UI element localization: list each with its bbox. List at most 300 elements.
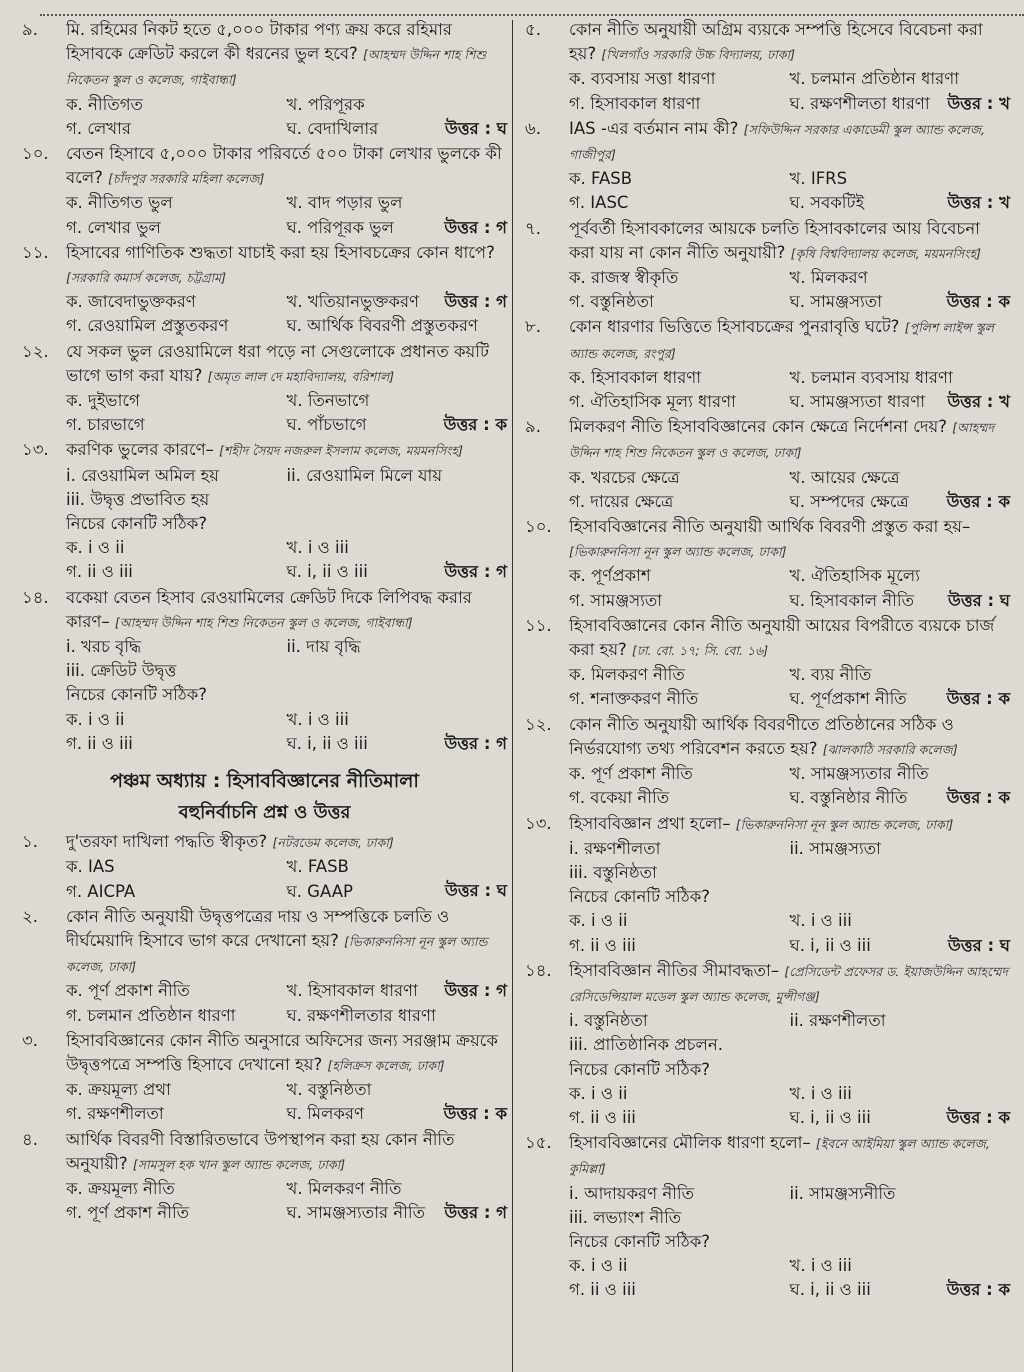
answer-label: উত্তর : bbox=[444, 981, 491, 1001]
answer bbox=[444, 1201, 507, 1225]
option bbox=[66, 1102, 287, 1126]
option-text: ঘ. পূর্ণপ্রকাশ নীতি bbox=[789, 689, 907, 709]
option bbox=[569, 934, 790, 958]
option bbox=[66, 880, 287, 904]
question-item bbox=[22, 830, 507, 904]
statement: i. বস্তুনিষ্ঠতা bbox=[569, 1011, 648, 1031]
answer-value: খ bbox=[999, 392, 1010, 412]
answer-value: ক bbox=[495, 1104, 507, 1124]
statement: ii. দায় বৃদ্ধি bbox=[286, 637, 361, 657]
option-text: গ. রেওয়ামিল প্রস্তুতকরণ bbox=[66, 316, 229, 336]
question-number: ৬. bbox=[525, 118, 541, 138]
question-text: আর্থিক বিবরণী বিস্তারিতভাবে উপস্থাপন করা হয় কোন নীতি অনুযায়ী? bbox=[66, 1129, 455, 1173]
question-stem bbox=[66, 1128, 507, 1177]
option bbox=[790, 909, 1011, 933]
answer-label: উত্তর : bbox=[946, 788, 993, 808]
option-text: খ. i ও iii bbox=[789, 911, 852, 931]
answer-label: উত্তর : bbox=[444, 217, 491, 237]
question-source: [সফিউদ্দিন সরকার একাডেমী স্কুল অ্যান্ড কলেজ, গাজীপুর] bbox=[569, 121, 985, 163]
answer bbox=[444, 560, 507, 584]
header-rule bbox=[40, 14, 1024, 16]
question-source: [ঝালকাঠি সরকারি কলেজ] bbox=[822, 741, 958, 757]
question-text: মিলকরণ নীতি হিসাববিজ্ঞানের কোন ক্ষেত্রে নির্দেশনা দেয়? bbox=[569, 417, 947, 437]
option bbox=[569, 1106, 790, 1130]
option-text: ঘ. পরিপূরক ভুল bbox=[286, 217, 394, 237]
option bbox=[66, 560, 287, 584]
statement-list bbox=[66, 635, 507, 683]
option-list bbox=[66, 708, 507, 756]
option bbox=[569, 564, 790, 588]
question-number: ১৪. bbox=[525, 960, 552, 980]
question-stem bbox=[66, 340, 507, 389]
option-list bbox=[66, 855, 507, 903]
answer-value: ঘ bbox=[999, 935, 1010, 955]
option-list bbox=[66, 93, 507, 141]
option-text: খ. খতিয়ানভুক্তকরণ bbox=[286, 292, 420, 312]
question-stem bbox=[569, 614, 1010, 663]
statement: ii. রেওয়ামিল মিলে যায় bbox=[286, 465, 443, 485]
option bbox=[66, 708, 287, 732]
option-text: ঘ. i, ii ও iii bbox=[789, 1280, 871, 1300]
right-column bbox=[525, 18, 1010, 1304]
question-source: [নটরডেম কলেজ, ঢাকা] bbox=[272, 835, 394, 851]
option bbox=[66, 93, 287, 117]
option bbox=[569, 167, 790, 191]
question-text: হিসাববিজ্ঞানের কোন নীতি অনুসারে অফিসের জন্য সরঞ্জাম ক্রয়কে উদ্বৃত্তপত্রে সম্পত্তি হিসাবে দেখানো হয়? bbox=[66, 1030, 498, 1074]
option bbox=[790, 1082, 1011, 1106]
question-item bbox=[22, 241, 507, 339]
question-number: ১. bbox=[22, 832, 38, 852]
question-source: [কৃষি বিশ্ববিদ্যালয় কলেজ, ময়মনসিংহ] bbox=[790, 245, 982, 261]
answer bbox=[947, 390, 1010, 414]
question-text: মি. রহিমের নিকট হতে ৫,০০০ টাকার পণ্য ক্রয় করে রহিমার হিসাবকে ক্রেডিট করলে কী ধরনের ভুল হবে? bbox=[66, 20, 452, 64]
option-text: ক. পূর্ণপ্রকাশ bbox=[569, 566, 651, 586]
statement: iii. বস্তুনিষ্ঠতা bbox=[569, 862, 657, 882]
statement: ii. রক্ষণশীলতা bbox=[789, 1011, 886, 1031]
option bbox=[790, 466, 1011, 490]
option-text: ক. নীতিগত bbox=[66, 94, 143, 114]
option-text: ক. ব্যবসায় সত্তা ধারণা bbox=[569, 69, 716, 89]
option bbox=[790, 67, 1011, 91]
question-text: IAS -এর বর্তমান নাম কী? bbox=[569, 118, 739, 138]
option-text: ক. খরচের ক্ষেত্রে bbox=[569, 467, 680, 487]
question-text: হিসাবের গাণিতিক শুদ্ধতা যাচাই করা হয় হিসাবচক্রের কোন ধাপে? bbox=[66, 242, 495, 262]
option bbox=[287, 536, 508, 560]
question-stem bbox=[569, 1131, 1010, 1181]
option-text: খ. ব্যয় নীতি bbox=[789, 665, 872, 685]
option-list bbox=[66, 290, 507, 338]
statement: iii. উদ্বৃত্ত প্রভাবিত হয় bbox=[66, 489, 210, 509]
option bbox=[287, 191, 508, 215]
option-list bbox=[66, 536, 507, 584]
question-item bbox=[22, 18, 507, 141]
option-text: ঘ. GAAP bbox=[286, 881, 353, 901]
answer-value: ক bbox=[998, 491, 1010, 511]
answer bbox=[444, 732, 507, 756]
answer-value: গ bbox=[496, 217, 507, 237]
answer-value: গ bbox=[496, 981, 507, 1001]
question-item bbox=[22, 1029, 507, 1127]
answer-value: গ bbox=[496, 292, 507, 312]
question-text: হিসাববিজ্ঞান প্রথা হলো– bbox=[569, 813, 731, 833]
answer bbox=[947, 1106, 1010, 1130]
option-list bbox=[569, 466, 1010, 514]
option-text: খ. i ও iii bbox=[789, 1256, 852, 1276]
answer bbox=[947, 490, 1010, 514]
option-list bbox=[569, 663, 1010, 711]
statement-list bbox=[569, 1182, 1010, 1230]
question-prompt: নিচের কোনটি সঠিক? bbox=[569, 1059, 710, 1079]
statement: iii. প্রাতিষ্ঠানিক প্রচলন. bbox=[569, 1035, 723, 1055]
question-text: কোন নীতি অনুযায়ী উদ্বৃত্তপত্রের দায় ও সম্পত্তিকে চলতি ও দীর্ঘমেয়াদি হিসাবে ভাগ করে দেখানো হয়? bbox=[66, 906, 450, 950]
option-text: ঘ. i, ii ও iii bbox=[789, 935, 871, 955]
question-number: ৭. bbox=[525, 218, 541, 238]
answer bbox=[948, 589, 1010, 613]
question-source: [পুলিশ লাইন্স স্কুল অ্যান্ড কলেজ, রংপুর] bbox=[569, 320, 994, 361]
option bbox=[569, 266, 790, 290]
option-text: ক. পূর্ণ প্রকাশ নীতি bbox=[569, 764, 693, 784]
question-stem bbox=[569, 117, 1010, 167]
question-text: করণিক ভুলের কারণে– bbox=[66, 440, 214, 460]
question-number: ১৩. bbox=[22, 440, 49, 460]
question-text: হিসাববিজ্ঞানের নীতি অনুযায়ী আর্থিক বিবরণী প্রস্তুত করা হয়– bbox=[569, 517, 971, 537]
answer-value: খ bbox=[999, 93, 1010, 113]
option bbox=[66, 117, 287, 141]
question-stem bbox=[569, 217, 1010, 266]
question-item bbox=[525, 18, 1010, 116]
answer-value: ঘ bbox=[496, 881, 507, 901]
option-text: খ. হিসাবকাল ধারণা bbox=[286, 981, 418, 1001]
option-text: ঘ. হিসাবকাল নীতি bbox=[789, 590, 914, 610]
option bbox=[66, 1177, 287, 1201]
question-number: ৫. bbox=[525, 20, 541, 39]
option-text: গ. রক্ষণশীলতা bbox=[66, 1104, 164, 1124]
option bbox=[287, 1004, 508, 1028]
option-text: গ. বকেয়া নীতি bbox=[569, 788, 670, 808]
option bbox=[790, 167, 1011, 191]
option-text: খ. FASB bbox=[286, 857, 349, 877]
option-text: ঘ. সবকটিই bbox=[789, 193, 865, 213]
question-number: ৮. bbox=[525, 317, 541, 337]
question-text: বেতন হিসাবে ৫,০০০ টাকার পরিবর্তে ৫০০ টাকা লেখার ভুলকে কী বলে? bbox=[66, 144, 502, 188]
option bbox=[569, 390, 790, 414]
question-stem bbox=[66, 1029, 507, 1078]
option-text: ঘ. i, ii ও iii bbox=[286, 562, 368, 582]
option-text: ঘ. সামঞ্জস্যতা bbox=[789, 292, 882, 312]
question-number: ১২. bbox=[22, 341, 49, 361]
question-source: [খিলগাঁও সরকারি উচ্চ বিদ্যালয়, ঢাকা] bbox=[601, 47, 795, 63]
question-source: [অমৃত লাল দে মহাবিদ্যালয়, বরিশাল] bbox=[207, 368, 395, 384]
answer-label: উত্তর : bbox=[946, 292, 993, 312]
statement: ii. সামঞ্জস্যনীতি bbox=[789, 1183, 896, 1203]
option-list bbox=[66, 1078, 507, 1126]
question-number: ৯. bbox=[525, 417, 541, 437]
question-number: ১১. bbox=[22, 242, 49, 262]
question-item bbox=[525, 415, 1010, 514]
question-text: কোন নীতি অনুযায়ী অগ্রিম ব্যয়কে সম্পত্তি হিসেবে বিবেচনা করা হয়? bbox=[569, 20, 983, 64]
option-text: ক. i ও ii bbox=[569, 911, 628, 931]
option-text: ঘ. বস্তুনিষ্ঠার নীতি bbox=[789, 788, 908, 808]
question-text: হিসাববিজ্ঞান নীতির সীমাবদ্ধতা– bbox=[569, 960, 780, 980]
option-text: ঘ. আর্থিক বিবরণী প্রস্তুতকরণ bbox=[286, 316, 478, 336]
question-text: কোন ধারণার ভিত্তিতে হিসাবচক্রের পুনরাবৃত্তি ঘটে? bbox=[569, 317, 900, 337]
option-text: ক. দুইভাগে bbox=[66, 391, 140, 411]
option-text: গ. পূর্ণ প্রকাশ নীতি bbox=[66, 1203, 190, 1223]
option-list bbox=[66, 191, 507, 239]
option bbox=[569, 490, 790, 514]
option bbox=[287, 708, 508, 732]
answer-value: গ bbox=[496, 733, 507, 753]
question-item bbox=[22, 1128, 507, 1226]
option bbox=[790, 564, 1011, 588]
answer-label: উত্তর : bbox=[947, 935, 995, 955]
option-text: খ. i ও iii bbox=[286, 709, 349, 729]
option bbox=[790, 663, 1011, 687]
option bbox=[569, 67, 790, 91]
option-text: গ. চারভাগে bbox=[66, 415, 145, 435]
option-text: খ. IFRS bbox=[789, 169, 848, 189]
answer bbox=[444, 979, 507, 1003]
answer-value: ক bbox=[998, 1280, 1010, 1300]
option bbox=[569, 663, 790, 687]
option bbox=[569, 290, 790, 314]
option-text: খ. সামঞ্জস্যতার নীতি bbox=[789, 764, 929, 784]
question-source: [আহম্মদ উদ্দিন শাহ শিশু নিকেতন স্কুল ও কলেজ, ঢাকা] bbox=[569, 420, 995, 461]
option-text: ক. জাবেদাভুক্তকরণ bbox=[66, 292, 196, 312]
answer-value: ক bbox=[998, 788, 1010, 808]
question-number: ১৩. bbox=[525, 813, 552, 833]
answer-label: উত্তর : bbox=[444, 881, 492, 901]
option-text: গ. দায়ের ক্ষেত্রে bbox=[569, 491, 674, 511]
answer-label: উত্তর : bbox=[947, 93, 994, 113]
statement: iii. ক্রেডিট উদ্বৃত্ত bbox=[66, 661, 177, 681]
question-text: পূর্ববর্তী হিসাবকালের আয়কে চলতি হিসাবকালের আয় বিবেচনা করা যায় না কোন নীতি অনুযায়ী? bbox=[569, 218, 980, 262]
option-text: ক. হিসাবকাল ধারণা bbox=[569, 367, 702, 387]
option-text: খ. চলমান প্রতিষ্ঠান ধারণা bbox=[789, 69, 959, 89]
question-text: হিসাববিজ্ঞানের মৌলিক ধারণা হলো– bbox=[569, 1133, 811, 1153]
statement: i. রেওয়ামিল অমিল হয় bbox=[66, 465, 220, 485]
option-text: গ. ঐতিহাসিক মূল্য ধারণা bbox=[569, 392, 736, 412]
question-item bbox=[525, 1131, 1010, 1302]
option-text: ক. i ও ii bbox=[66, 538, 125, 558]
option-text: ক. i ও ii bbox=[569, 1256, 628, 1276]
option bbox=[569, 909, 790, 933]
option-list bbox=[569, 762, 1010, 810]
question-source: [ঢা. বো. ১৭; সি. বো. ১৬] bbox=[632, 643, 769, 659]
answer-label: উত্তর : bbox=[946, 491, 993, 511]
option bbox=[569, 687, 790, 711]
option bbox=[66, 1201, 287, 1225]
option-text: গ. AICPA bbox=[66, 881, 136, 901]
option-text: ঘ. পাঁচভাগে bbox=[286, 415, 367, 435]
answer bbox=[444, 413, 507, 437]
statement-list bbox=[66, 464, 507, 512]
option-text: ক. ক্রয়মূল্য প্রথা bbox=[66, 1080, 171, 1100]
statement: ii. সামঞ্জস্যতা bbox=[789, 838, 881, 858]
question-item bbox=[525, 713, 1010, 811]
option bbox=[66, 389, 287, 413]
option-text: ঘ. সামঞ্জস্যতা ধারণা bbox=[789, 392, 926, 412]
option-text: গ. লেখার ভুল bbox=[66, 217, 161, 237]
option-list bbox=[569, 167, 1010, 215]
question-stem bbox=[569, 315, 1010, 365]
answer-value: ঘ bbox=[999, 590, 1010, 610]
option-text: গ. IASC bbox=[569, 193, 629, 213]
option-list bbox=[569, 1082, 1010, 1130]
option-text: খ. বাদ পড়ার ভুল bbox=[286, 193, 403, 213]
option-text: খ. আয়ের ক্ষেত্রে bbox=[789, 467, 900, 487]
answer-label: উত্তর : bbox=[946, 689, 993, 709]
question-source: [ইবনে আইমিয়া স্কুল অ্যান্ড কলেজ, কুমিল্লা] bbox=[569, 1136, 990, 1177]
option bbox=[569, 466, 790, 490]
answer bbox=[947, 191, 1010, 215]
question-stem bbox=[66, 905, 507, 980]
option-text: ঘ. মিলকরণ bbox=[286, 1104, 364, 1124]
question-text: দু'তরফা দাখিলা পদ্ধতি স্বীকৃত? bbox=[66, 832, 268, 852]
question-stem bbox=[569, 713, 1010, 762]
option-list bbox=[569, 67, 1010, 115]
question-stem bbox=[569, 515, 1010, 564]
question-source: [সামসুল হক খান স্কুল অ্যান্ড কলেজ, ঢাকা] bbox=[132, 1156, 346, 1172]
answer-label: উত্তর : bbox=[444, 292, 491, 312]
option-text: ক. পূর্ণ প্রকাশ নীতি bbox=[66, 981, 190, 1001]
option bbox=[66, 191, 287, 215]
question-item bbox=[22, 142, 507, 240]
question-number: ১২. bbox=[525, 714, 552, 734]
option-list bbox=[569, 1254, 1010, 1302]
answer bbox=[444, 290, 507, 314]
question-prompt: নিচের কোনটি সঠিক? bbox=[569, 887, 710, 907]
statement: i. খরচ বৃদ্ধি bbox=[66, 637, 142, 657]
option bbox=[569, 366, 790, 390]
answer-label: উত্তর : bbox=[946, 1280, 993, 1300]
statement: i. আদায়করণ নীতি bbox=[569, 1183, 695, 1203]
option bbox=[569, 1254, 790, 1278]
option-text: ক. রাজস্ব স্বীকৃতি bbox=[569, 268, 679, 288]
question-item bbox=[525, 515, 1010, 613]
option-list bbox=[66, 1177, 507, 1225]
answer-label: উত্তর : bbox=[947, 590, 995, 610]
option-text: গ. লেখার bbox=[66, 118, 131, 138]
question-prompt: নিচের কোনটি সঠিক? bbox=[569, 1231, 710, 1251]
question-stem bbox=[569, 812, 1010, 837]
option-text: ক. i ও ii bbox=[569, 1083, 628, 1103]
chapter-heading: পঞ্চম অধ্যায় : হিসাববিজ্ঞানের নীতিমালা bbox=[110, 770, 419, 793]
answer bbox=[947, 290, 1010, 314]
option-list bbox=[569, 366, 1010, 414]
question-source: [ভিকারুননিসা নূন স্কুল অ্যান্ড কলেজ, ঢাকা] bbox=[735, 816, 954, 832]
question-stem bbox=[66, 586, 507, 635]
statement: i. রক্ষণশীলতা bbox=[569, 838, 661, 858]
question-stem bbox=[569, 959, 1010, 1009]
section-subheading: বহুনির্বাচনি প্রশ্ন ও উত্তর bbox=[178, 802, 351, 824]
option bbox=[569, 1082, 790, 1106]
answer bbox=[947, 1278, 1010, 1302]
question-number: ৯. bbox=[22, 20, 38, 39]
question-item bbox=[22, 586, 507, 756]
option bbox=[569, 786, 790, 810]
answer-label: উত্তর : bbox=[444, 562, 491, 582]
question-stem bbox=[66, 241, 507, 290]
option-text: গ. সামঞ্জস্যতা bbox=[569, 590, 663, 610]
question-text: হিসাববিজ্ঞানের কোন নীতি অনুযায়ী আয়ের বিপরীতে ব্যয়কে চার্জ করা হয়? bbox=[569, 615, 995, 660]
answer bbox=[444, 216, 507, 240]
answer-label: উত্তর : bbox=[947, 193, 994, 213]
option-text: খ. চলমান ব্যবসায় ধারণা bbox=[789, 367, 953, 387]
question-stem bbox=[66, 830, 507, 855]
option-text: ঘ. i, ii ও iii bbox=[286, 733, 368, 753]
option-text: গ. ii ও iii bbox=[569, 1107, 636, 1127]
answer bbox=[445, 117, 507, 141]
question-stem bbox=[66, 438, 507, 463]
answer-value: ক bbox=[998, 292, 1010, 312]
option-text: খ. i ও iii bbox=[286, 538, 349, 558]
question-number: ১০. bbox=[22, 144, 49, 164]
option bbox=[287, 93, 508, 117]
answer-value: ঘ bbox=[496, 118, 507, 138]
option-text: ঘ. বেদাখিলার bbox=[286, 118, 379, 138]
question-source: [সরকারি কমার্স কলেজ, চট্টগ্রাম] bbox=[66, 270, 226, 286]
option-text: খ. পরিপূরক bbox=[286, 94, 365, 114]
statement-list bbox=[569, 837, 1010, 885]
option bbox=[66, 216, 287, 240]
answer-label: উত্তর : bbox=[443, 1104, 490, 1124]
answer-label: উত্তর : bbox=[444, 733, 491, 753]
option bbox=[66, 290, 287, 314]
answer-value: গ bbox=[496, 1203, 507, 1223]
answer bbox=[445, 879, 507, 903]
question-number: ৩. bbox=[22, 1030, 38, 1050]
question-prompt: নিচের কোনটি সঠিক? bbox=[66, 514, 207, 534]
option-text: গ. চলমান প্রতিষ্ঠান ধারণা bbox=[66, 1005, 236, 1025]
option bbox=[66, 413, 287, 437]
question-item bbox=[525, 812, 1010, 958]
option bbox=[66, 314, 287, 338]
option bbox=[66, 536, 287, 560]
option-list bbox=[569, 909, 1010, 957]
option-list bbox=[66, 389, 507, 437]
option-text: ঘ. i, ii ও iii bbox=[789, 1107, 871, 1127]
option-text: ক. FASB bbox=[569, 169, 633, 189]
question-source: [ভিকারুননিসা নূন স্কুল অ্যান্ড কলেজ, ঢাকা] bbox=[66, 933, 488, 975]
column-divider bbox=[512, 20, 513, 1372]
question-source: [চাঁদপুর সরকারি মহিলা কলেজ] bbox=[108, 171, 265, 187]
option bbox=[66, 979, 287, 1003]
option-text: খ. মিলকরণ নীতি bbox=[286, 1178, 402, 1198]
option bbox=[569, 191, 790, 215]
question-item bbox=[525, 959, 1010, 1130]
question-number: ১১. bbox=[525, 615, 552, 635]
answer-value: খ bbox=[999, 193, 1010, 213]
question-source: [আহম্মদ উদ্দিন শাহ শিশু নিকেতন স্কুল ও কলেজ, গাইবান্ধা] bbox=[66, 47, 487, 88]
option bbox=[66, 1078, 287, 1102]
answer-value: ক bbox=[998, 689, 1010, 709]
option-text: খ. বস্তুনিষ্ঠতা bbox=[286, 1080, 372, 1100]
answer-value: ক bbox=[495, 415, 507, 435]
option-text: গ. শনাক্তকরণ নীতি bbox=[569, 689, 699, 709]
question-source: [শহীদ সৈয়দ নজরুল ইসলাম কলেজ, ময়মনসিংহ] bbox=[219, 443, 464, 459]
option-text: গ. বস্তুনিষ্ঠতা bbox=[569, 292, 654, 312]
question-number: ১০. bbox=[525, 517, 552, 537]
option-text: ঘ. সম্পদের ক্ষেত্রে bbox=[789, 491, 909, 511]
option-list bbox=[569, 564, 1010, 612]
answer bbox=[947, 786, 1010, 810]
question-prompt: নিচের কোনটি সঠিক? bbox=[66, 685, 207, 705]
answer-label: উত্তর : bbox=[946, 1107, 993, 1127]
answer-label: উত্তর : bbox=[443, 415, 490, 435]
answer bbox=[947, 687, 1010, 711]
answer-value: ক bbox=[998, 1107, 1010, 1127]
